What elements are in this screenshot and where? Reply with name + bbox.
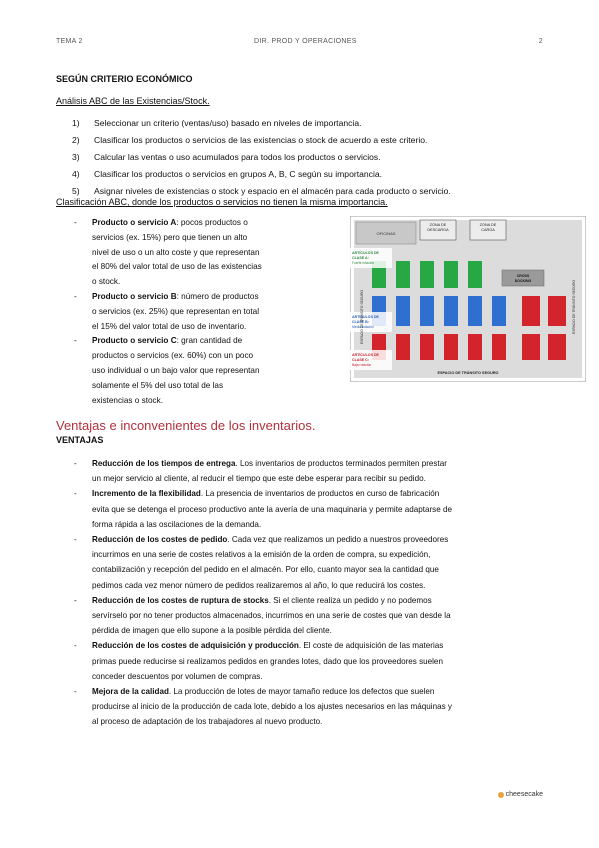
class-desc: : gran cantidad de [176,336,243,346]
abc-steps-list [72,114,542,199]
step-text: Clasificar los productos o servicios en grupos A, B, C según su importancia. [94,168,383,179]
brand-watermark [498,791,543,798]
loading-label: CARGA [481,228,495,232]
classification-title: Clasificación ABC, donde los productos o servicios no tienen la misma importancia. [56,197,388,207]
advantage-name: Mejora de la calidad [92,687,169,697]
advantage-name: Incremento de la flexibilidad [92,489,201,499]
step-text: Clasificar los productos o servicios de las existencias o stock de acuerdo a este criterio. [94,134,428,145]
bullet-dash: - [74,687,77,697]
class-name: Producto o servicio C [92,336,177,346]
left-aisle-label: ESPACIO DE TRÁNSITO SEGURO [360,289,364,344]
advantage-text: pérdida de imagen que ello supone a la posible pérdida del cliente. [92,626,332,636]
list-item [74,684,552,730]
classes-list [74,216,306,408]
list-item [74,456,552,486]
advantage-text: primas puede reducirse si realizamos pedidos en grandes lotes, dado que los proveedores suelen [92,656,443,666]
advantage-name: Reducción de los tiempos de entrega [92,459,236,468]
unloading-label: ZONA DE [429,223,447,227]
bullet-dash: - [74,291,77,301]
warehouse-layout-diagram [350,216,586,382]
bullet-dash: - [74,595,77,605]
advantage-text: producirse al inicio de la producción de cada lote, debido a los ajustes necesarios en las máquinas y [92,702,452,712]
advantage-text: . Si el cliente realiza un pedido y no podemos [268,595,432,605]
cross-docking-label: CROSS [516,274,530,278]
list-item [72,114,542,131]
step-text: Asignar niveles de existencias o stock y espacio en el almacén para cada producto o servicio. [94,185,451,196]
advantages-list [74,456,552,730]
class-desc: o servicios (ex. 25%) que representan en total [92,306,260,316]
header-subject: DIR. PROD Y OPERACIONES [254,38,357,45]
cross-docking-label: DOCKING [514,279,532,283]
bottom-aisle-label: ESPACIO DE TRÁNSITO SEGURO [437,371,499,375]
class-desc: nivel de uso o un alto coste y que representan [92,247,260,257]
offices-label: OFICINAS [376,231,396,236]
step-number: 4) [72,168,80,179]
step-number: 5) [72,185,80,196]
class-desc: existencias o stock. [92,395,163,405]
class-desc: o stock. [92,277,121,287]
class-name: Producto o servicio A [92,218,177,227]
class-desc: servicios (ex. 15%) pero que tienen un alto [92,232,248,242]
class-b-label: CLASE B: [352,320,369,324]
class-a-label: CLASE A: [352,256,369,260]
advantage-text: . Cada vez que realizamos un pedido a nuestros proveedores [227,535,449,545]
advantage-text: servírselo por no tener productos almacenados, incurrimos en una serie de costes que van desde la [92,611,451,621]
loading-label: ZONA DE [479,223,497,227]
advantage-text: . La presencia de inventarios de productos en curso de fabricación [200,489,440,499]
right-aisle-label: ESPACIO DE TRÁNSITO SEGURO [572,279,576,334]
class-desc: el 80% del valor total de uso de las existencias [92,262,262,272]
section-title: SEGÚN CRITERIO ECONÓMICO [56,74,193,84]
list-item [72,131,542,148]
step-text: Seleccionar un criterio (ventas/uso) basado en niveles de importancia. [94,117,362,128]
advantage-name: Reducción de los costes de ruptura de stocks [92,595,269,605]
class-a-label: Fuerte rotación [352,261,375,265]
advantage-text: conceder descuentos por volumen de compras. [92,671,263,681]
class-a-label: ARTÍCULOS DE [352,251,379,255]
abc-analysis-title: Análisis ABC de las Existencias/Stock. [56,96,210,106]
inventory-title: Ventajas e inconvenientes de los inventarios. [56,418,316,433]
advantage-text: evita que se detenga el proceso productivo ante la avería de una maquinaria y permite adaptarse de [92,504,452,514]
advantage-text: pedimos cada vez menor número de pedidos realizaremos al año, lo que reducirá los costes. [92,580,426,590]
advantage-text: . La producción de lotes de mayor tamaño reduce los defectos que suelen [168,687,435,697]
class-desc: solamente el 5% del uso total de las [92,380,224,390]
list-item [74,334,306,408]
racks-class-c [372,334,566,360]
racks-class-b [372,296,566,326]
class-b-label: ARTÍCULOS DE [352,315,379,319]
list-item [74,486,552,532]
advantage-text: . El coste de adquisición de las materias [298,641,444,651]
cheesecake-logo-icon [498,792,504,798]
list-item [72,165,542,182]
cross-docking-area [502,270,544,286]
bullet-dash: - [74,535,77,545]
class-desc: productos o servicios (ex. 60%) con un poco [92,351,254,361]
step-number: 1) [72,117,80,128]
class-desc: uso individual o un bajo valor que representan [92,365,260,375]
advantage-text: incurrimos en una serie de costes relativos a la emisión de la orden de compra, su expedición, [92,550,431,560]
advantage-name: Reducción de los costes de adquisición y producción [92,641,299,651]
advantages-heading: VENTAJAS [56,435,104,445]
page-number: 2 [538,38,543,45]
list-item [74,638,552,684]
list-item [74,593,552,639]
class-name: Producto o servicio B [92,291,177,301]
class-desc: : pocos productos o [176,218,248,227]
advantage-text: al proceso de adaptación de los trabajadores al nuevo producto. [92,717,323,727]
header-topic: TEMA 2 [56,38,83,45]
list-item [72,148,542,165]
bullet-dash: - [74,218,77,227]
bullet-dash: - [74,459,77,468]
class-desc: : número de productos [176,291,259,301]
list-item [74,532,552,593]
brand-name: cheesecake [505,791,543,798]
step-number: 3) [72,151,80,162]
step-number: 2) [72,134,80,145]
class-c-label: ARTÍCULOS DE [352,353,379,357]
unloading-label: DESCARGA [427,228,449,232]
advantage-text: contabilización y recepción del pedido en el almacén. Por ello, cuanto mayor sea la cantidad que [92,565,439,575]
advantage-text: un mejor servicio al cliente, al reducir el tiempo que este debe esperar para recibir su pedido. [92,474,426,484]
advantage-name: Reducción de los costes de pedido [92,535,228,545]
bullet-dash: - [74,336,77,346]
list-item [74,216,306,290]
class-c-label: CLASE C: [352,358,369,362]
class-c-label: Baja rotación [352,363,372,367]
list-item [74,290,306,334]
class-desc: el 15% del valor total de uso de inventario. [92,321,247,331]
bullet-dash: - [74,489,77,499]
advantage-text: forma rápida a las oscilaciones de la demanda. [92,519,262,529]
advantage-text: . Los inventarios de productos terminados permiten prestar [235,459,447,468]
class-b-label: Media rotación [352,325,374,329]
step-text: Calcular las ventas o uso acumulados para todos los productos o servicios. [94,151,381,162]
bullet-dash: - [74,641,77,651]
